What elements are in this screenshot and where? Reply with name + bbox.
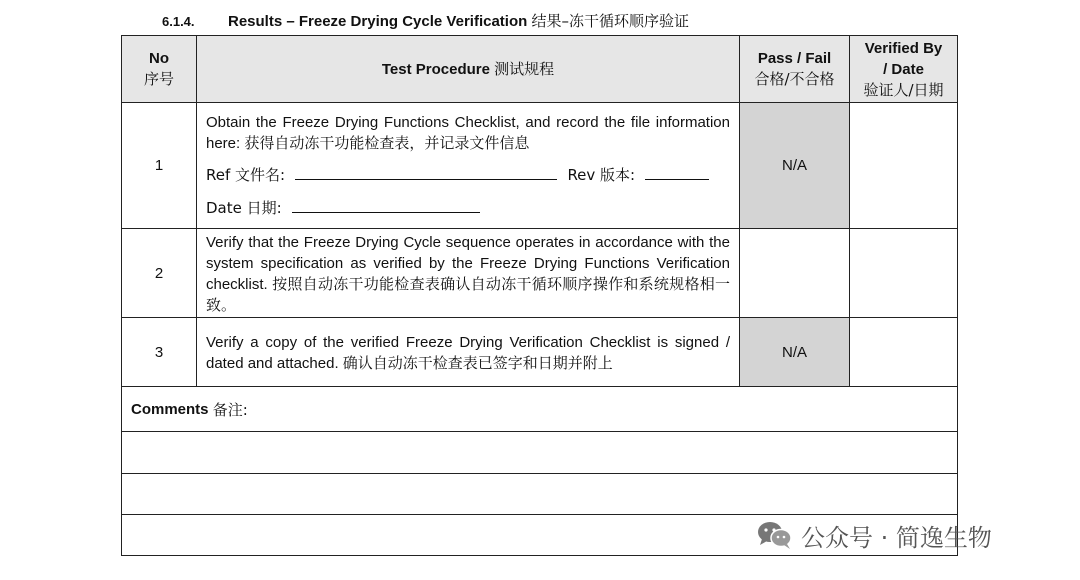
date-label: Date 日期: <box>206 199 282 217</box>
row-3-procedure <box>206 332 730 374</box>
row-1-pass-fail: N/A <box>781 157 807 174</box>
row-3-verified-by[interactable] <box>850 318 957 386</box>
header-verified-by-label: Verified By / Date <box>864 39 943 78</box>
rev-input-line[interactable] <box>645 164 709 180</box>
header-no-label-cn: 序号 <box>143 70 174 88</box>
row-1-text-cn: 获得自动冻干功能检查表，并记录文件信息 <box>244 134 530 152</box>
row-1-date-line <box>206 197 730 219</box>
watermark <box>757 515 992 555</box>
row-3-number: 3 <box>154 343 164 361</box>
row-2-number: 2 <box>154 264 164 282</box>
row-2-text-cn: 按照自动冻干功能检查表确认自动冻干循环顺序操作和系统规格相一致。 <box>206 275 730 314</box>
row-3-text: Verify a copy of the verified Freeze Drying Verification Checklist is signed / dated and attached. <box>206 334 730 372</box>
header-no <box>122 36 196 102</box>
row-1-procedure <box>206 112 730 154</box>
comments-line-2[interactable] <box>122 474 957 514</box>
row-2-text: Verify that the Freeze Drying Cycle sequence operates in accordance with the system specification as verified by the Freeze Drying Functions Verification checklist. <box>206 234 730 293</box>
section-heading <box>162 9 689 33</box>
comments-label-cn: 备注: <box>212 400 248 419</box>
results-table <box>121 35 958 556</box>
header-verified-by-label-cn: 验证人/日期 <box>863 80 944 99</box>
row-2-pass-fail[interactable] <box>740 229 849 317</box>
comments-label <box>131 387 248 431</box>
wechat-icon <box>757 520 793 550</box>
row-3-text-cn: 确认自动冻干检查表已签字和日期并附上 <box>342 354 613 372</box>
watermark-text: 公众号 · 简逸生物 <box>801 523 992 552</box>
header-verified-by <box>850 36 957 102</box>
rev-label: Rev 版本: <box>567 166 636 184</box>
header-pass-fail-label: Pass / Fail <box>757 50 832 67</box>
row-1-ref-rev-line <box>206 164 730 186</box>
comments-label-en: Comments <box>131 400 209 418</box>
section-number: 6.1.4. <box>162 14 195 29</box>
ref-input-line[interactable] <box>295 164 557 180</box>
row-2-verified-by[interactable] <box>850 229 957 317</box>
header-procedure-label-cn: 测试规程 <box>494 59 555 78</box>
date-input-line[interactable] <box>292 197 480 213</box>
ref-label: Ref 文件名: <box>206 166 286 184</box>
row-1-verified-by[interactable] <box>850 103 957 228</box>
header-pass-fail <box>740 36 849 102</box>
row-2-procedure <box>206 232 730 316</box>
section-title: Results – Freeze Drying Cycle Verification <box>228 13 528 30</box>
header-no-label: No <box>149 50 169 67</box>
header-procedure <box>197 36 739 102</box>
section-title-cn: 结果–冻干循环顺序验证 <box>531 12 689 30</box>
row-3-pass-fail: N/A <box>781 343 807 361</box>
header-procedure-label: Test Procedure <box>381 60 490 78</box>
row-1-number: 1 <box>154 157 164 174</box>
header-pass-fail-label-cn: 合格/不合格 <box>754 70 835 88</box>
row-1-text: Obtain the Freeze Drying Functions Checklist, and record the file information here: <box>206 114 730 152</box>
comments-line-1[interactable] <box>122 432 957 473</box>
